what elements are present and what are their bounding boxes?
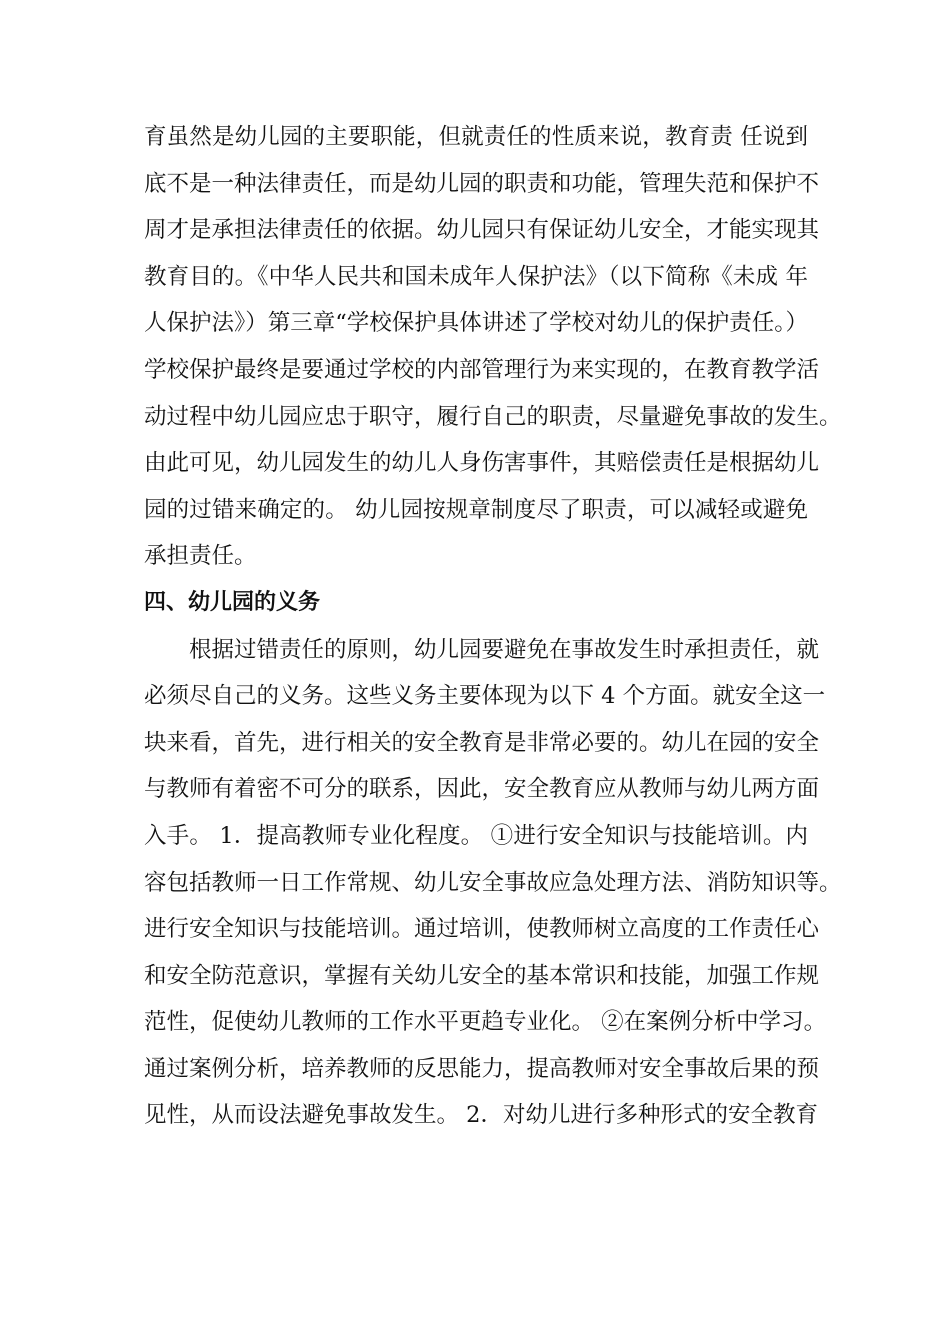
text-line: 周才是承担法律责任的依据。幼儿园只有保证幼儿安全，才能实现其 bbox=[144, 217, 820, 244]
text-line: 与教师有着密不可分的联系，因此，安全教育应从教师与幼儿两方面 bbox=[144, 776, 820, 803]
text-line: 见性，从而设法避免事故发生。 2．对幼儿进行多种形式的安全教育 bbox=[144, 1102, 818, 1129]
text-line: 和安全防范意识，掌握有关幼儿安全的基本常识和技能，加强工作规 bbox=[144, 962, 820, 989]
text-line: 园的过错来确定的。 幼儿园按规章制度尽了职责，可以减轻或避免 bbox=[144, 496, 808, 523]
text-line: 通过案例分析，培养教师的反思能力，提高教师对安全事故后果的预 bbox=[144, 1055, 820, 1082]
text-line: 动过程中幼儿园应忠于职守，履行自己的职责，尽量避免事故的发生。 bbox=[144, 403, 842, 430]
text-line: 教育目的。《中华人民共和国未成年人保护法》（以下简称《未成 年 bbox=[144, 263, 808, 290]
text-line: 育虽然是幼儿园的主要职能，但就责任的性质来说，教育责 任说到 bbox=[144, 124, 808, 150]
body-text bbox=[144, 114, 842, 1139]
text-line: 底不是一种法律责任，而是幼儿园的职责和功能，管理失范和保护不 bbox=[144, 170, 820, 197]
text-line: 学校保护最终是要通过学校的内部管理行为来实现的，在教育教学活 bbox=[144, 356, 820, 383]
text-line: 承担责任。 bbox=[144, 543, 257, 570]
text-line: 根据过错责任的原则，幼儿园要避免在事故发生时承担责任，就 bbox=[144, 636, 820, 663]
text-line: 入手。 1．提高教师专业化程度。 ①进行安全知识与技能培训。内 bbox=[144, 822, 808, 849]
text-line: 容包括教师一日工作常规、幼儿安全事故应急处理方法、消防知识等。 bbox=[144, 869, 842, 896]
section-heading: 四、幼儿园的义务 bbox=[144, 589, 321, 615]
text-line: 由此可见，幼儿园发生的幼儿人身伤害事件，其赔偿责任是根据幼儿 bbox=[144, 450, 820, 477]
text-line: 人保护法》）第三章“学校保护具体讲述了学校对幼儿的保护责任。） bbox=[144, 310, 809, 337]
text-line: 范性，促使幼儿教师的工作水平更趋专业化。 ②在案例分析中学习。 bbox=[144, 1009, 827, 1036]
text-line: 块来看，首先，进行相关的安全教育是非常必要的。幼儿在园的安全 bbox=[144, 729, 820, 756]
text-line: 必须尽自己的义务。这些义务主要体现为以下 4 个方面。就安全这一 bbox=[144, 683, 826, 710]
text-line: 进行安全知识与技能培训。通过培训，使教师树立高度的工作责任心 bbox=[144, 916, 820, 943]
